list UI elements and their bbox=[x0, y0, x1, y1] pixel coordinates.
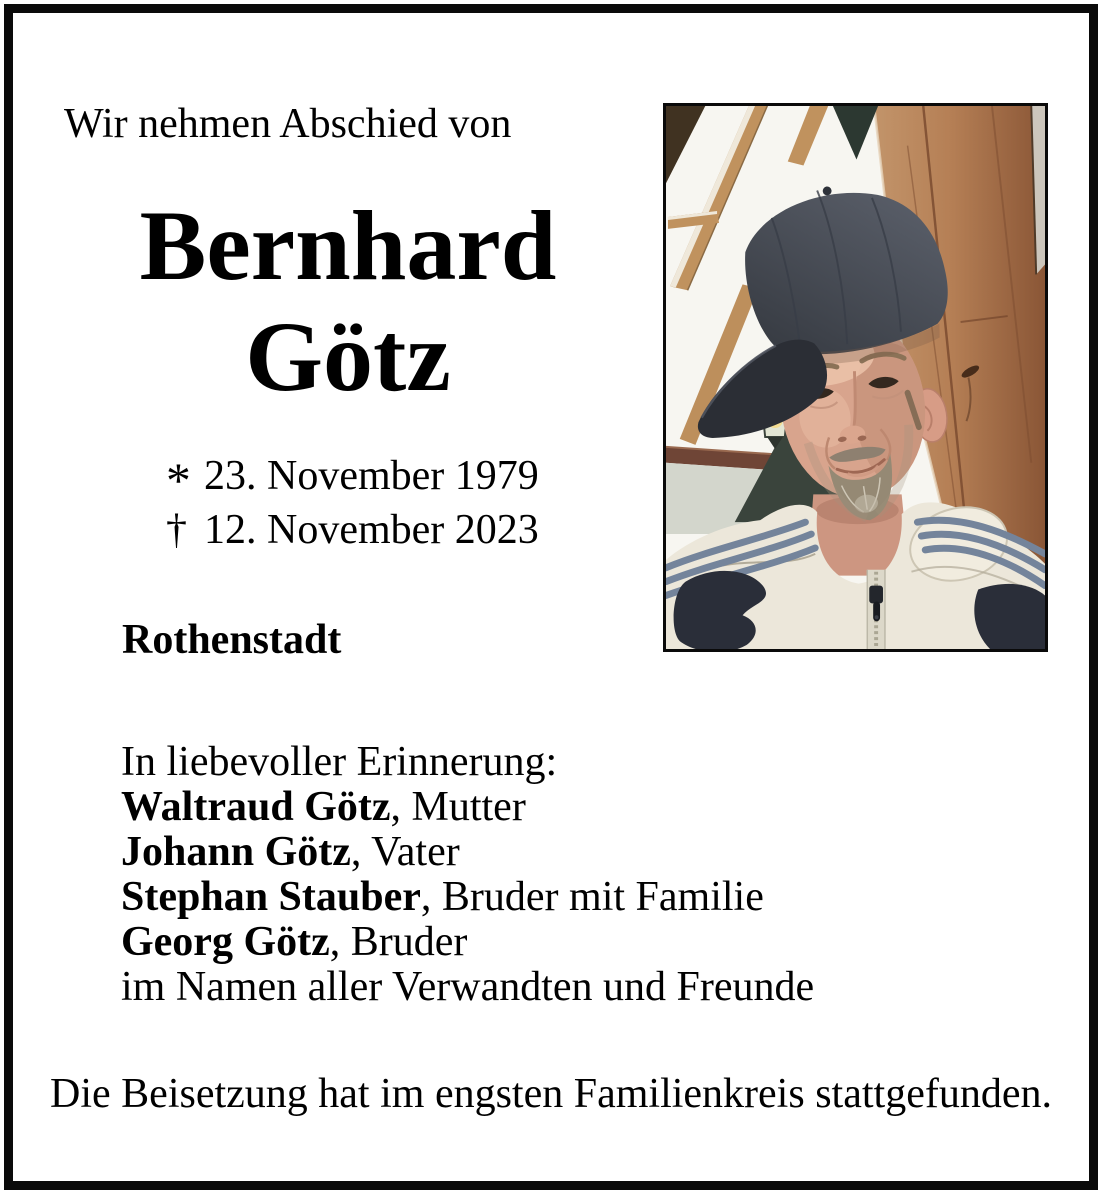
closing-line: Die Beisetzung hat im engsten Familienkreis stattgefunden. bbox=[50, 1071, 1052, 1117]
mourner-relation: , Bruder bbox=[329, 919, 468, 965]
memorial-heading: In liebevoller Erinnerung: bbox=[121, 739, 558, 785]
mourner-line bbox=[121, 875, 814, 920]
zipper bbox=[867, 570, 885, 649]
memorial-block bbox=[121, 740, 814, 1010]
mourner-name: Waltraud Götz bbox=[121, 784, 391, 830]
life-dates bbox=[166, 446, 539, 557]
deceased-first-name: Bernhard bbox=[139, 190, 557, 301]
mourner-relation: , Bruder mit Familie bbox=[420, 874, 764, 920]
mourner-line bbox=[121, 830, 814, 875]
deceased-name bbox=[88, 190, 608, 412]
birth-star-icon: * bbox=[166, 453, 191, 509]
death-date-line bbox=[166, 503, 539, 557]
birth-date-line bbox=[166, 446, 539, 509]
intro-line: Wir nehmen Abschied von bbox=[64, 101, 512, 147]
birth-date: 23. November 1979 bbox=[204, 453, 539, 499]
mourner-name: Stephan Stauber bbox=[121, 874, 421, 920]
mourner-name: Georg Götz bbox=[121, 919, 330, 965]
death-date: 12. November 2023 bbox=[204, 507, 539, 553]
mourner-line bbox=[121, 785, 814, 830]
deceased-last-name: Götz bbox=[245, 301, 451, 412]
mourners-footer: im Namen aller Verwandten und Freunde bbox=[121, 964, 815, 1010]
mourner-relation: , Mutter bbox=[390, 784, 526, 830]
mourner-line bbox=[121, 920, 814, 965]
place-name: Rothenstadt bbox=[122, 617, 342, 663]
mourner-relation: , Vater bbox=[350, 829, 460, 875]
portrait-photo bbox=[663, 103, 1048, 652]
mourner-name: Johann Götz bbox=[121, 829, 351, 875]
death-cross-icon: † bbox=[166, 507, 187, 553]
